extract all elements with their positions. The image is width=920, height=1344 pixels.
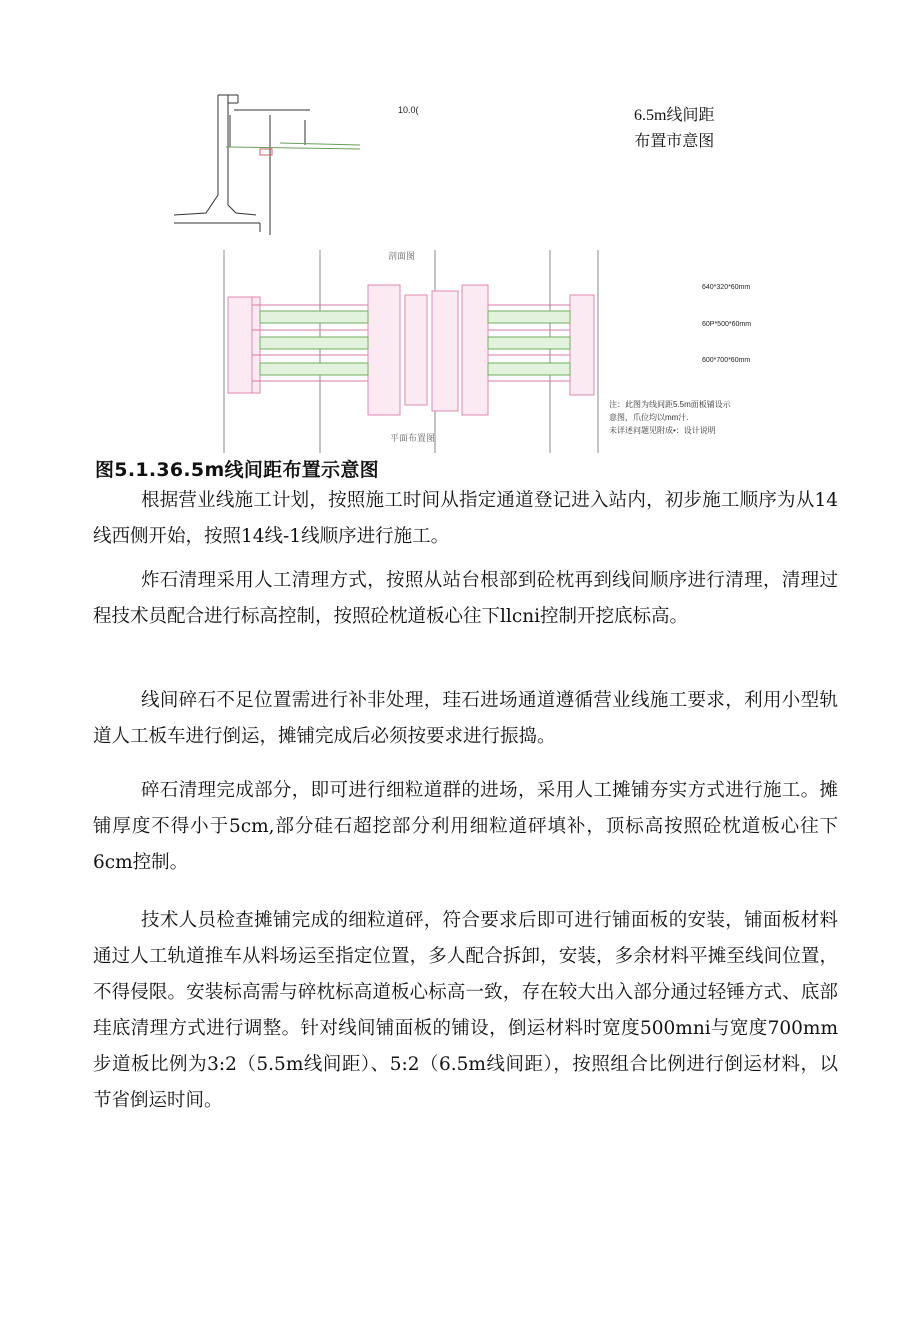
- note-line: 注：此图为线间距5.5m面板铺设示: [609, 400, 731, 409]
- figure-caption: 图5.1.36.5m线间距布置示意图: [95, 459, 379, 481]
- spec-label: 60P*500*60mm: [702, 321, 752, 328]
- plan-label: 平面布置图: [390, 433, 436, 443]
- paragraph: 根据营业线施工计划，按照施工时间从指定通道登记进入站内，初步施工顺序为从14线西侧开始，按照14线-1线顺序进行施工。: [93, 490, 838, 547]
- figure-title-line2: 布置市意图: [634, 133, 715, 150]
- note-line: 意图，爪位均以mm汁.: [609, 413, 689, 422]
- section-label: 剖面图: [388, 251, 416, 261]
- layout-figure: [160, 85, 780, 455]
- figure-title: [634, 103, 714, 155]
- dimension-label: 10.0(: [398, 105, 419, 115]
- paragraph: 碎石清理完成部分，即可进行细粒道群的进场，采用人工摊铺夯实方式进行施工。摊铺厚度不得小于5cm,部分硅石超挖部分利用细粒道砰填补，顶标高按照砼枕道板心往下6cm控制。: [93, 780, 838, 873]
- paragraph: 炸石清理采用人工清理方式，按照从站台根部到砼枕再到线间顺序进行清理，清理过程技术员配合进行标高控制，按照砼枕道板心往下llcni控制开挖底标高。: [93, 570, 838, 627]
- figure-note: [609, 398, 769, 437]
- spec-label: 600*700*60mm: [702, 357, 751, 364]
- section-drawing: [174, 95, 360, 235]
- spec-label: 640*320*60mm: [702, 284, 751, 291]
- note-line: 未详述问题见附成•：设计说明: [609, 426, 716, 435]
- paragraph: 技术人员检查摊铺完成的细粒道砰，符合要求后即可进行铺面板的安装，铺面板材料通过人工轨道推车从料场运至指定位置，多人配合拆卸，安装，多余材料平摊至线间位置，不得侵限。安装标高需与碎枕标高道板心标高一致，存在较大出入部分通过轻锤方式、底部珪底清理方式进行调整。针对线间铺面板的铺设，倒运材料时宽度500mni与宽度700mm步道板比例为3:2（5.5m线间距）、5:2（6.5m线间距），按照组合比例进行倒运材料，以节省倒运时间。: [93, 910, 838, 1111]
- paragraph: 线间碎石不足位置需进行补非处理，珪石进场通道遵循营业线施工要求，利用小型轨道人工板车进行倒运，摊铺完成后必须按要求进行振捣。: [93, 690, 838, 747]
- figure-title-line1: 6.5m线间距: [634, 107, 715, 124]
